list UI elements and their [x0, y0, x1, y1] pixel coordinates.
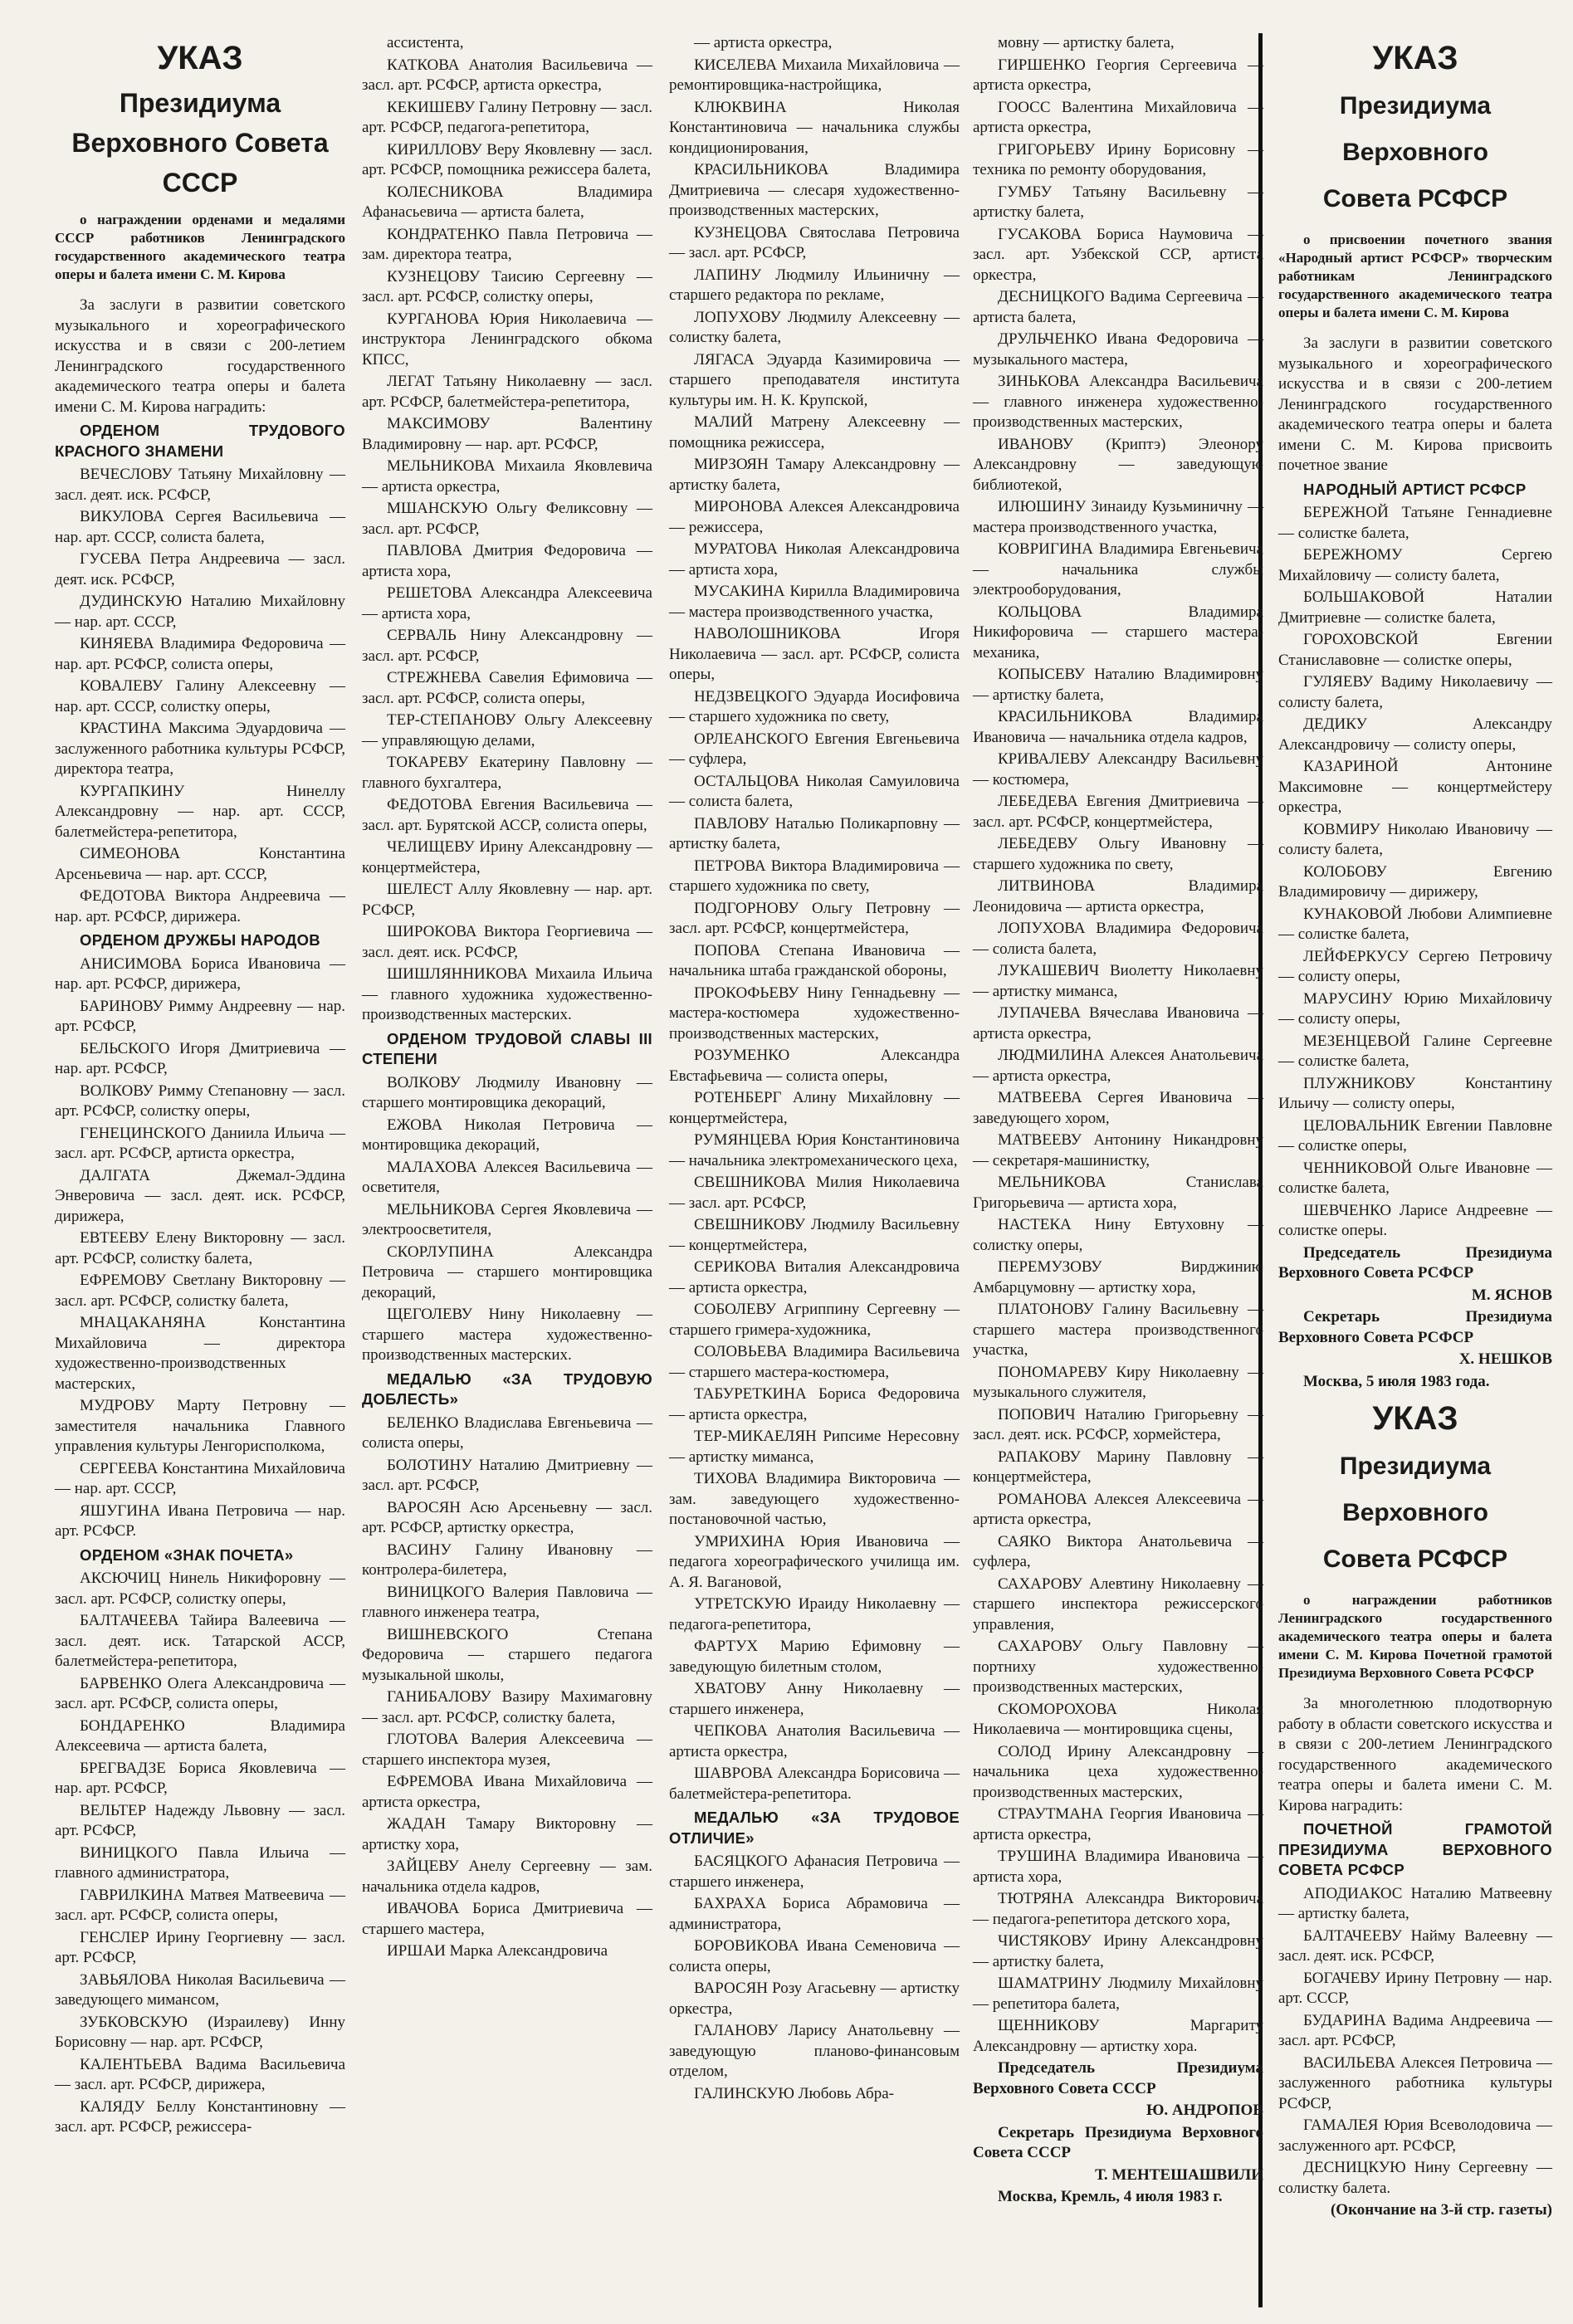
award-entry: РУМЯНЦЕВА Юрия Константиновича — начальника электромеханического цеха, [669, 1131, 960, 1169]
decree1-col4-list [973, 33, 1263, 2057]
award-entry: ИВАЧОВА Бориса Дмитриевича — старшего мастера, [362, 1900, 652, 1938]
decree2-secretary-name: Х. НЕШКОВ [1458, 1350, 1552, 1368]
award-entry: ГУМБУ Татьяну Васильевну — артистку балета, [973, 183, 1263, 221]
award-entry: КРАСИЛЬНИКОВА Владимира Ивановича — начальника отдела кадров, [973, 708, 1263, 746]
award-entry: ТИХОВА Владимира Викторовича — зам. заведующего художественно-постановочной частью, [669, 1470, 960, 1528]
award-entry: ГУСАКОВА Бориса Наумовича — засл. арт. Узбекской ССР, артиста оркестра, [973, 225, 1263, 284]
award-entry: КИСЕЛЕВА Михаила Михайловича — ремонтировщика-настройщика, [669, 56, 960, 94]
award-entry: СКОМОРОХОВА Николая Николаевича — монтировщика сцены, [973, 1700, 1263, 1738]
award-entry: ЛОПУХОВА Владимира Федоровича — солиста балета, [973, 920, 1263, 958]
award-section-heading: ОРДЕНОМ ДРУЖБЫ НАРОДОВ [80, 931, 320, 949]
award-entry: ШИРОКОВА Виктора Георгиевича — засл. деят. иск. РСФСР, [362, 923, 652, 961]
award-entry: АКСЮЧИЦ Нинель Никифоровну — засл. арт. РСФСР, солистку оперы, [55, 1570, 345, 1608]
award-entry: СЕРГЕЕВА Константина Михайловича — нар. арт. СССР, [55, 1459, 345, 1497]
award-entry: КРАСИЛЬНИКОВА Владимира Дмитриевича — слесаря художественно-производственных мастерских, [669, 161, 960, 219]
award-entry: САХАРОВУ Алевтину Николаевну — старшего инспектора режиссерского управления, [973, 1575, 1263, 1633]
decree2-subtitle-line-3: Совета РСФСР [1322, 185, 1508, 212]
decree2-secretary-title: Секретарь Президиума Верховного Совета РСФСР [1278, 1308, 1552, 1346]
award-entry: ВИШНЕВСКОГО Степана Федоровича — старшего педагога музыкальной школы, [362, 1625, 652, 1684]
award-entry: АНИСИМОВА Бориса Ивановича — нар. арт. РСФСР, дирижера, [55, 954, 345, 993]
award-section-heading: ОРДЕНОМ ТРУДОВОЙ СЛАВЫ III СТЕПЕНИ [362, 1029, 652, 1067]
award-entry: СИМЕОНОВА Константина Арсеньевича — нар. арт. СССР, [55, 845, 345, 883]
decree2-subtitle-line-2: Верховного [1342, 139, 1488, 166]
award-entry: ХВАТОВУ Анну Николаевну — старшего инженера, [669, 1680, 960, 1718]
award-entry: ГАЛИНСКУЮ Любовь Абра- [694, 2084, 894, 2102]
award-entry: ВИКУЛОВА Сергея Васильевича — нар. арт. СССР, солиста балета, [55, 508, 345, 546]
award-entry: ВИНИЦКОГО Павла Ильича — главного администратора, [55, 1843, 345, 1882]
decree2-preamble: За заслуги в развитии советского музыкального и хореографического искусства и в связи с 200-летием Ленинградского государственного академического театра оперы и балета имени С. М. Кирова присвоить почетное звание [1278, 334, 1552, 474]
award-entry: ФАРТУХ Марию Ефимовну — заведующую билетным столом, [669, 1638, 960, 1676]
column-3 [669, 33, 960, 2106]
award-entry: БАЛТАЧЕЕВУ Найму Валеевну — засл. деят. иск. РСФСР, [1278, 1926, 1552, 1965]
award-entry: БЕЛЕНКО Владислава Евгеньевича — солиста оперы, [362, 1413, 652, 1452]
award-entry: ШИШЛЯННИКОВА Михаила Ильича — главного художника художественно-производственных мастерских. [362, 965, 652, 1023]
award-entry: ЛОПУХОВУ Людмилу Алексеевну — солистку балета, [669, 308, 960, 346]
award-entry: ГУСЕВА Петра Андреевича — засл. деят. иск. РСФСР, [55, 550, 345, 588]
decree1-secretary-name: Т. МЕНТЕШАШВИЛИ [1095, 2165, 1263, 2184]
award-entry: ИРШАИ Марка Александровича [387, 1942, 608, 1960]
decree1-subtitle: Президиума Верховного Совета СССР [71, 88, 329, 198]
award-entry: ГИРШЕНКО Георгия Сергеевича — артиста оркестра, [973, 56, 1263, 94]
award-entry: ВЕЛЬТЕР Надежду Львовну — засл. арт. РСФСР, [55, 1801, 345, 1839]
award-entry: ИЛЮШИНУ Зинаиду Кузьминичну — мастера производственного участка, [973, 498, 1263, 536]
decree1-col1-list [55, 421, 345, 2138]
award-entry: БОЛЬШАКОВОЙ Наталии Дмитриевне — солистке балета, [1278, 588, 1552, 627]
award-entry: БАРВЕНКО Олега Александровича — засл. арт. РСФСР, солиста оперы, [55, 1674, 345, 1712]
decree3-award: ПОЧЕТНОЙ ГРАМОТОЙ ПРЕЗИДИУМА ВЕРХОВНОГО СОВЕТА РСФСР [1278, 1820, 1552, 1878]
award-entry: КРАСТИНА Максима Эдуардовича — заслуженного работника культуры РСФСР, директора театра, [55, 720, 345, 778]
decree1-col2-list [362, 33, 652, 1962]
award-entry: ОСТАЛЬЦОВА Николая Самуиловича — солиста балета, [669, 772, 960, 810]
award-entry: ГРИГОРЬЕВУ Ирину Борисовну — техника по ремонту оборудования, [973, 140, 1263, 178]
award-entry: МУСАКИНА Кирилла Владимировича — мастера производственного участка, [669, 583, 960, 621]
decree1-col3-list [669, 33, 960, 2104]
award-entry: ДАЛГАТА Джемал-Эддина Энверовича — засл. деят. иск. РСФСР, дирижера, [55, 1166, 345, 1225]
award-entry: ГОРОХОВСКОЙ Евгении Станиславовне — солистке оперы, [1278, 631, 1552, 669]
award-entry: БРЕГВАДЗЕ Бориса Яковлевича — нар. арт. РСФСР, [55, 1759, 345, 1797]
award-section-heading: ОРДЕНОМ «ЗНАК ПОЧЕТА» [80, 1545, 294, 1564]
award-entry: ПЛАТОНОВУ Галину Васильевну — старшего мастера производственного участка, [973, 1301, 1263, 1359]
decree1-place-date: Москва, Кремль, 4 июля 1983 г. [998, 2188, 1223, 2205]
award-entry: МАРУСИНУ Юрию Михайловичу — солисту оперы, [1278, 989, 1552, 1028]
award-entry: ТЕР-СТЕПАНОВУ Ольгу Алексеевну — управляющую делами, [362, 711, 652, 749]
award-entry: ШЕЛЕСТ Аллу Яковлевну — нар. арт. РСФСР, [362, 881, 652, 919]
award-entry: МАТВЕЕВУ Антонину Никандровну — секретаря-машинистку, [973, 1131, 1263, 1169]
award-entry: РОТЕНБЕРГ Алину Михайловну — концертмейстера, [669, 1089, 960, 1127]
award-entry: БОНДАРЕНКО Владимира Алексеевича — артиста балета, [55, 1716, 345, 1755]
award-entry: КУНАКОВОЙ Любови Алимпиевне — солистке балета, [1278, 905, 1552, 943]
award-entry: КИРИЛЛОВУ Веру Яковлевну — засл. арт. РСФСР, помощника режиссера балета, [362, 140, 652, 178]
award-entry: БАЛТАЧЕЕВА Тайира Валеевича — засл. деят. иск. Татарской АССР, балетмейстера-репетитора, [55, 1612, 345, 1670]
award-entry: БАСЯЦКОГО Афанасия Петровича — старшего инженера, [669, 1853, 960, 1891]
award-entry: БОРОВИКОВА Ивана Семеновича — солиста оперы, [669, 1937, 960, 1975]
award-entry: КАЗАРИНОЙ Антонине Максимовне — концертмейстеру оркестра, [1278, 758, 1552, 816]
award-entry: ВАСИНУ Галину Ивановну — контролера-билетера, [362, 1540, 652, 1579]
award-entry: ГЕНЕЦИНСКОГО Даниила Ильича — засл. арт. РСФСР, артиста оркестра, [55, 1124, 345, 1162]
award-entry: ЗАЙЦЕВУ Анелу Сергеевну — зам. начальника отдела кадров, [362, 1858, 652, 1896]
award-entry: КУРГАНОВА Юрия Николаевича — инструктора Ленинградского обкома КПСС, [362, 310, 652, 369]
award-entry: СКОРЛУПИНА Александра Петровича — старшего монтировщика декораций, [362, 1243, 652, 1301]
award-entry: СВЕШНИКОВУ Людмилу Васильевну — концертмейстера, [669, 1216, 960, 1254]
award-entry: ШАВРОВА Александра Борисовича — балетмейстера-репетитора. [669, 1765, 960, 1803]
award-entry: ТОКАРЕВУ Екатерину Павловну — главного бухгалтера, [362, 754, 652, 792]
award-entry: ассистента, [387, 34, 464, 51]
award-entry: ГАВРИЛКИНА Матвея Матвеевича — засл. арт. РСФСР, солиста оперы, [55, 1886, 345, 1924]
column-1 [55, 33, 345, 2140]
award-entry: КОЛОБОВУ Евгению Владимировичу — дирижеру, [1278, 862, 1552, 901]
award-entry: МЕЛЬНИКОВА Михаила Яковлевича — артиста оркестра, [362, 457, 652, 496]
award-entry: ДУДИНСКУЮ Наталию Михайловну — нар. арт. СССР, [55, 593, 345, 631]
column-4 [973, 33, 1263, 2209]
decree1-intro: о награждении орденами и медалями СССР работников Ленинградского государственного академического театра оперы и балета имени С. М. Кирова [55, 212, 345, 282]
award-entry: МИРЗОЯН Тамару Александровну — артистку балета, [669, 456, 960, 494]
award-entry: ФЕДОТОВА Евгения Васильевича — засл. арт. Бурятской АССР, солиста оперы, [362, 796, 652, 834]
award-entry: КУРГАПКИНУ Нинеллу Александровну — нар. арт. СССР, балетмейстера-репетитора, [55, 782, 345, 841]
award-entry: МЕЛЬНИКОВА Сергея Яковлевича — электроосветителя, [362, 1200, 652, 1238]
decree2-title: УКАЗ [1372, 40, 1458, 76]
award-section-heading: ОРДЕНОМ ТРУДОВОГО КРАСНОГО ЗНАМЕНИ [55, 422, 345, 460]
award-entry: — артиста оркестра, [694, 34, 833, 51]
award-entry: КУЗНЕЦОВУ Таисию Сергеевну — засл. арт. РСФСР, солистку оперы, [362, 267, 652, 305]
award-entry: НАВОЛОШНИКОВА Игоря Николаевича — засл. арт. РСФСР, солиста оперы, [669, 625, 960, 683]
award-entry: СВЕШНИКОВА Милия Николаевича — засл. арт. РСФСР, [669, 1174, 960, 1212]
award-entry: КОВАЛЕВУ Галину Алексеевну — нар. арт. СССР, солистку оперы, [55, 677, 345, 715]
award-entry: ЛЯГАСА Эдуарда Казимировича — старшего преподавателя института культуры им. Н. К. Крупской, [669, 350, 960, 409]
award-section-heading: МЕДАЛЬЮ «ЗА ТРУДОВУЮ ДОБЛЕСТЬ» [362, 1370, 652, 1408]
award-entry: ВАРОСЯН Розу Агасьевну — артистку оркестра, [669, 1980, 960, 2018]
award-entry: САЯКО Виктора Анатольевича — суфлера, [973, 1532, 1263, 1570]
award-entry: ЩЕННИКОВУ Маргариту Александровну — артистку хора. [973, 2017, 1263, 2055]
award-entry: ПАВЛОВА Дмитрия Федоровича — артиста хора, [362, 542, 652, 580]
award-entry: СТРЕЖНЕВА Савелия Ефимовича — засл. арт. РСФСР, солиста оперы, [362, 669, 652, 707]
award-entry: ВАРОСЯН Асю Арсеньевну — засл. арт. РСФСР, артистку оркестра, [362, 1498, 652, 1536]
award-entry: ПРОКОФЬЕВУ Нину Геннадьевну — мастера-костюмера художественно-производственных мастерских, [669, 984, 960, 1042]
award-entry: КАТКОВА Анатолия Васильевича — засл. арт. РСФСР, артиста оркестра, [362, 56, 652, 94]
award-entry: ЧЕННИКОВОЙ Ольге Ивановне — солистке балета, [1278, 1159, 1552, 1197]
award-entry: БОЛОТИНУ Наталию Дмитриевну — засл. арт. РСФСР, [362, 1456, 652, 1494]
award-entry: ЗАВЬЯЛОВА Николая Васильевича — заведующего мимансом, [55, 1970, 345, 2009]
award-entry: РОЗУМЕНКО Александра Евстафьевича — солиста оперы, [669, 1047, 960, 1085]
award-entry: ДЕСНИЦКОГО Вадима Сергеевича — артиста балета, [973, 288, 1263, 326]
award-entry: РАПАКОВУ Марину Павловну — концертмейстера, [973, 1448, 1263, 1486]
award-entry: УМРИХИНА Юрия Ивановича — педагога хореографического училища им. А. Я. Вагановой, [669, 1532, 960, 1591]
decree2-intro: о присвоении почетного звания «Народный артист РСФСР» творческим работникам Ленинградского государственного академического театра оперы и балета имени С. М. Кирова [1278, 232, 1552, 320]
award-entry: ПОНОМАРЕВУ Киру Николаевну — музыкального служителя, [973, 1363, 1263, 1401]
award-section-heading: МЕДАЛЬЮ «ЗА ТРУДОВОЕ ОТЛИЧИЕ» [669, 1809, 960, 1847]
award-entry: ПОДГОРНОВУ Ольгу Петровну — засл. арт. РСФСР, концертмейстера, [669, 899, 960, 937]
award-entry: КАЛЯДУ Беллу Константиновну — засл. арт. РСФСР, режиссера- [55, 2097, 345, 2136]
decree3-preamble: За многолетнюю плодотворную работу в области советского искусства и в связи с 200-летием Ленинградского государственного академического театра оперы и балета имени С. М. Кирова наградить: [1278, 1695, 1552, 1814]
award-entry: САХАРОВУ Ольгу Павловну — портниху художественно-производственных мастерских, [973, 1638, 1263, 1696]
award-entry: РЕШЕТОВА Александра Алексеевича — артиста хора, [362, 584, 652, 622]
award-entry: ЧЕЛИЩЕВУ Ирину Александровну — концертмейстера, [362, 838, 652, 876]
award-entry: ЕФРЕМОВУ Светлану Викторовну — засл. арт. РСФСР, солистку балета, [55, 1272, 345, 1310]
decree3-subtitle-line-2: Верховного [1342, 1499, 1488, 1526]
award-entry: ЕВТЕЕВУ Елену Викторовну — засл. арт. РСФСР, солистку балета, [55, 1229, 345, 1267]
award-entry: УТРЕТСКУЮ Ираиду Николаевну — педагога-репетитора, [669, 1595, 960, 1633]
decree1-secretary-title: Секретарь Президиума Верховного Совета СССР [973, 2123, 1263, 2161]
decree3-subtitle-line-1: Президиума [1339, 1452, 1492, 1480]
award-entry: ПЛУЖНИКОВУ Константину Ильичу — солисту оперы, [1278, 1074, 1552, 1112]
decree2-place-date: Москва, 5 июля 1983 года. [1303, 1372, 1490, 1390]
decree1-chairman-name: Ю. АНДРОПОВ [1146, 2102, 1263, 2119]
award-entry: ГЛОТОВА Валерия Алексеевича — старшего инспектора музея, [362, 1731, 652, 1769]
award-entry: БЕЛЬСКОГО Игоря Дмитриевича — нар. арт. РСФСР, [55, 1039, 345, 1077]
award-entry: ЖАДАН Тамару Викторовну — артистку хора, [362, 1815, 652, 1853]
award-entry: МЕЛЬНИКОВА Станислава Григорьевича — артиста хора, [973, 1174, 1263, 1212]
award-entry: ЛЕБЕДЕВУ Ольгу Ивановну — старшего художника по свету, [973, 835, 1263, 873]
award-entry: ЧИСТЯКОВУ Ирину Александровну — артистку балета, [973, 1932, 1263, 1970]
award-entry: ТЮТРЯНА Александра Викторовича — педагога-репетитора детского хора, [973, 1890, 1263, 1928]
award-entry: НЕДЗВЕЦКОГО Эдуарда Иосифовича — старшего художника по свету, [669, 687, 960, 725]
award-entry: СОЛОД Ирину Александровну — начальника цеха художественно-производственных мастерских, [973, 1742, 1263, 1801]
award-entry: ЛУПАЧЕВА Вячеслава Ивановича — артиста оркестра, [973, 1004, 1263, 1042]
award-entry: БОГАЧЕВУ Ирину Петровну — нар. арт. СССР, [1278, 1969, 1552, 2007]
award-entry: ПЕРЕМУЗОВУ Вирджинию Амбарцумовну — артистку хора, [973, 1258, 1263, 1296]
award-entry: ПАВЛОВУ Наталью Поликарповну — артистку балета, [669, 814, 960, 852]
decree3-intro: о награждении работников Ленинградского государственного академического театра оперы и балета имени С. М. Кирова Почетной грамотой Президиума Верховного Совета РСФСР [1278, 1592, 1552, 1681]
decree2-entries-list [1278, 503, 1552, 1242]
award-entry: ПОПОВИЧ Наталию Григорьевну — засл. деят. иск. РСФСР, хормейстера, [973, 1405, 1263, 1443]
award-entry: КОЛЬЦОВА Владимира Никифоровича — старшего мастера-механика, [973, 603, 1263, 662]
award-entry: ГАНИБАЛОВУ Вазиру Махимаговну — засл. арт. РСФСР, солистку балета, [362, 1688, 652, 1726]
award-entry: МУДРОВУ Марту Петровну — заместителя начальника Главного управления культуры Ленгорисполкома, [55, 1397, 345, 1455]
decree3-entries-list [1278, 1884, 1552, 2200]
award-entry: ЩЕГОЛЕВУ Нину Николаевну — старшего мастера художественно-производственных мастерских. [362, 1306, 652, 1364]
award-entry: ЛЕЙФЕРКУСУ Сергею Петровичу — солисту оперы, [1278, 947, 1552, 985]
award-entry: ВОЛКОВУ Людмилу Ивановну — старшего монтировщика декораций, [362, 1073, 652, 1111]
decree1-preamble: За заслуги в развитии советского музыкального и хореографического искусства и в связи с 200-летием Ленинградского государственного академического театра оперы и балета имени С. М. Кирова наградить: [55, 296, 345, 416]
award-entry: КОЛЕСНИКОВА Владимира Афанасьевича — артиста балета, [362, 183, 652, 221]
award-entry: ГООСС Валентина Михайловича — артиста оркестра, [973, 98, 1263, 136]
award-entry: МИРОНОВА Алексея Александровича — режиссера, [669, 498, 960, 536]
award-entry: ЛАПИНУ Людмилу Ильиничну — старшего редактора по рекламе, [669, 266, 960, 304]
award-entry: СТРАУТМАНА Георгия Ивановича — артиста оркестра, [973, 1805, 1263, 1843]
award-entry: МШАНСКУЮ Ольгу Феликсовну — засл. арт. РСФСР, [362, 500, 652, 538]
award-entry: СОЛОВЬЕВА Владимира Васильевича — старшего мастера-костюмера, [669, 1343, 960, 1381]
award-entry: МАЛИЙ Матрену Алексеевну — помощника режиссера, [669, 413, 960, 452]
award-entry: ТАБУРЕТКИНА Бориса Федоровича — артиста оркестра, [669, 1385, 960, 1423]
award-entry: БЕРЕЖНОЙ Татьяне Геннадиевне — солистке балета, [1278, 504, 1552, 542]
award-entry: СОБОЛЕВУ Агриппину Сергеевну — старшего гримера-художника, [669, 1301, 960, 1339]
award-entry: БАХРАХА Бориса Абрамовича — администратора, [669, 1895, 960, 1933]
award-entry: ДРУЛЬЧЕНКО Ивана Федоровича — музыкального мастера, [973, 330, 1263, 369]
award-entry: НАСТЕКА Нину Евтуховну — солистку оперы, [973, 1216, 1263, 1254]
award-entry: КРИВАЛЕВУ Александру Васильевну — костюмера, [973, 750, 1263, 788]
decree3-subtitle-line-3: Совета РСФСР [1322, 1545, 1508, 1573]
award-entry: ЛИТВИНОВА Владимира Леонидовича — артиста оркестра, [973, 877, 1263, 915]
award-entry: ЛЕБЕДЕВА Евгения Дмитриевича — засл. арт. РСФСР, концертмейстера, [973, 793, 1263, 831]
award-entry: ИВАНОВУ (Криптэ) Элеонору Александровну — заведующую библиотекой, [973, 435, 1263, 494]
award-entry: АПОДИАКОС Наталию Матвеевну — артистку балета, [1278, 1884, 1552, 1922]
award-entry: МУРАТОВА Николая Александровича — артиста хора, [669, 540, 960, 579]
award-entry: КОВМИРУ Николаю Ивановичу — солисту балета, [1278, 820, 1552, 858]
award-entry: ШЕВЧЕНКО Ларисе Андреевне — солистке оперы. [1278, 1201, 1552, 1239]
award-entry: РОМАНОВА Алексея Алексеевича — артиста оркестра, [973, 1490, 1263, 1528]
award-entry: ПОПОВА Степана Ивановича — начальника штаба гражданской обороны, [669, 941, 960, 979]
award-entry: ШАМАТРИНУ Людмилу Михайловну — репетитора балета, [973, 1975, 1263, 2013]
award-entry: БУДАРИНА Вадима Андреевича — засл. арт. РСФСР, [1278, 2011, 1552, 2049]
column-2 [362, 33, 652, 1964]
award-entry: КОНДРАТЕНКО Павла Петровича — зам. директора театра, [362, 225, 652, 263]
award-entry: ГУЛЯЕВУ Вадиму Николаевичу — солисту балета, [1278, 673, 1552, 711]
award-entry: КИНЯЕВА Владимира Федоровича — нар. арт. РСФСР, солиста оперы, [55, 635, 345, 673]
award-entry: МАЛАХОВА Алексея Васильевича — осветителя, [362, 1158, 652, 1196]
award-entry: ФЕДОТОВА Виктора Андреевича — нар. арт. РСФСР, дирижера. [55, 887, 345, 925]
award-entry: МНАЦАКАНЯНА Константина Михайловича — директора художественно-производственных мастерских, [55, 1314, 345, 1393]
award-entry: КОВРИГИНА Владимира Евгеньевича — начальника службы электрооборудования, [973, 540, 1263, 598]
award-entry: ВИНИЦКОГО Валерия Павловича — главного инженера театра, [362, 1583, 652, 1621]
continued-note: (Окончание на 3-й стр. газеты) [1330, 2201, 1552, 2219]
award-entry: КЛЮКВИНА Николая Константиновича — начальника службы кондиционирования, [669, 98, 960, 157]
award-entry: ЗУБКОВСКУЮ (Израилеву) Инну Борисовну — нар. арт. РСФСР, [55, 2013, 345, 2051]
decree2-chairman-title: Председатель Президиума Верховного Совета РСФСР [1278, 1243, 1552, 1282]
award-entry: МАКСИМОВУ Валентину Владимировну — нар. арт. РСФСР, [362, 415, 652, 453]
award-entry: ВАСИЛЬЕВА Алексея Петровича — заслуженного работника культуры РСФСР, [1278, 2053, 1552, 2112]
decree1-chairman-title: Председатель Президиума Верховного Совета СССР [973, 2059, 1263, 2097]
award-entry: ТЕР-МИКАЕЛЯН Рипсиме Нересовну — артистку миманса, [669, 1428, 960, 1466]
award-entry: ДЕДИКУ Александру Александровичу — солисту оперы, [1278, 715, 1552, 754]
award-entry: ЛЕГАТ Татьяну Николаевну — засл. арт. РСФСР, балетмейстера-репетитора, [362, 373, 652, 411]
award-entry: МЕЗЕНЦЕВОЙ Галине Сергеевне — солистке балета, [1278, 1032, 1552, 1070]
decree1-title: УКАЗ [157, 40, 243, 76]
decree3-title: УКАЗ [1372, 1400, 1458, 1437]
award-entry: СЕРВАЛЬ Нину Александровну — засл. арт. РСФСР, [362, 627, 652, 665]
award-entry: ЧЕПКОВА Анатолия Васильевича — артиста оркестра, [669, 1722, 960, 1760]
award-entry: КУЗНЕЦОВА Святослава Петровича — засл. арт. РСФСР, [669, 223, 960, 261]
decree2-rank: НАРОДНЫЙ АРТИСТ РСФСР [1303, 480, 1527, 498]
award-entry: СЕРИКОВА Виталия Александровича — артиста оркестра, [669, 1258, 960, 1296]
award-entry: ГАЛАНОВУ Ларису Анатольевну — заведующую планово-финансовым отделом, [669, 2022, 960, 2080]
award-entry: БАРИНОВУ Римму Андреевну — нар. арт. РСФСР, [55, 997, 345, 1035]
award-entry: КАЛЕНТЬЕВА Вадима Васильевича — засл. арт. РСФСР, дирижера, [55, 2055, 345, 2093]
award-entry: ПЕТРОВА Виктора Владимировича — старшего художника по свету, [669, 857, 960, 895]
award-entry: ЛУКАШЕВИЧ Виолетту Николаевну — артистку миманса, [973, 962, 1263, 1000]
award-entry: ЦЕЛОВАЛЬНИК Евгении Павловне — солистке оперы, [1278, 1116, 1552, 1155]
award-entry: ЗИНЬКОВА Александра Васильевича — главного инженера художественно-производственных мастерских, [973, 373, 1263, 431]
decree2-chairman-name: М. ЯСНОВ [1471, 1286, 1552, 1304]
column-5 [1278, 33, 1552, 2223]
award-entry: ЛЮДМИЛИНА Алексея Анатольевича — артиста оркестра, [973, 1047, 1263, 1085]
award-entry: ЕФРЕМОВА Ивана Михайловича — артиста оркестра, [362, 1773, 652, 1811]
award-entry: ВЕЧЕСЛОВУ Татьяну Михайловну — засл. деят. иск. РСФСР, [55, 466, 345, 504]
award-entry: ВОЛКОВУ Римму Степановну — засл. арт. РСФСР, солистку оперы, [55, 1081, 345, 1120]
decree2-subtitle-line-1: Президиума [1339, 92, 1492, 120]
award-entry: ДЕСНИЦКУЮ Нину Сергеевну — солистку балета. [1278, 2159, 1552, 2197]
award-entry: ГЕНСЛЕР Ирину Георгиевну — засл. арт. РСФСР, [55, 1928, 345, 1966]
award-entry: ЕЖОВА Николая Петровича — монтировщика декораций, [362, 1116, 652, 1154]
award-entry: МАТВЕЕВА Сергея Ивановича — заведующего хором, [973, 1089, 1263, 1127]
award-entry: ГАМАЛЕЯ Юрия Всеволодовича — заслуженного арт. РСФСР, [1278, 2116, 1552, 2155]
award-entry: КОПЫСЕВУ Наталию Владимировну — артистку балета, [973, 666, 1263, 704]
award-entry: БЕРЕЖНОМУ Сергею Михайловичу — солисту балета, [1278, 546, 1552, 584]
award-entry: ЯШУГИНА Ивана Петровича — нар. арт. РСФСР. [55, 1501, 345, 1540]
award-entry: мовну — артистку балета, [998, 34, 1175, 51]
award-entry: КЕКИШЕВУ Галину Петровну — засл. арт. РСФСР, педагога-репетитора, [362, 98, 652, 136]
award-entry: ОРЛЕАНСКОГО Евгения Евгеньевича — суфлера, [669, 730, 960, 768]
award-entry: ТРУШИНА Владимира Ивановича — артиста хора, [973, 1848, 1263, 1886]
